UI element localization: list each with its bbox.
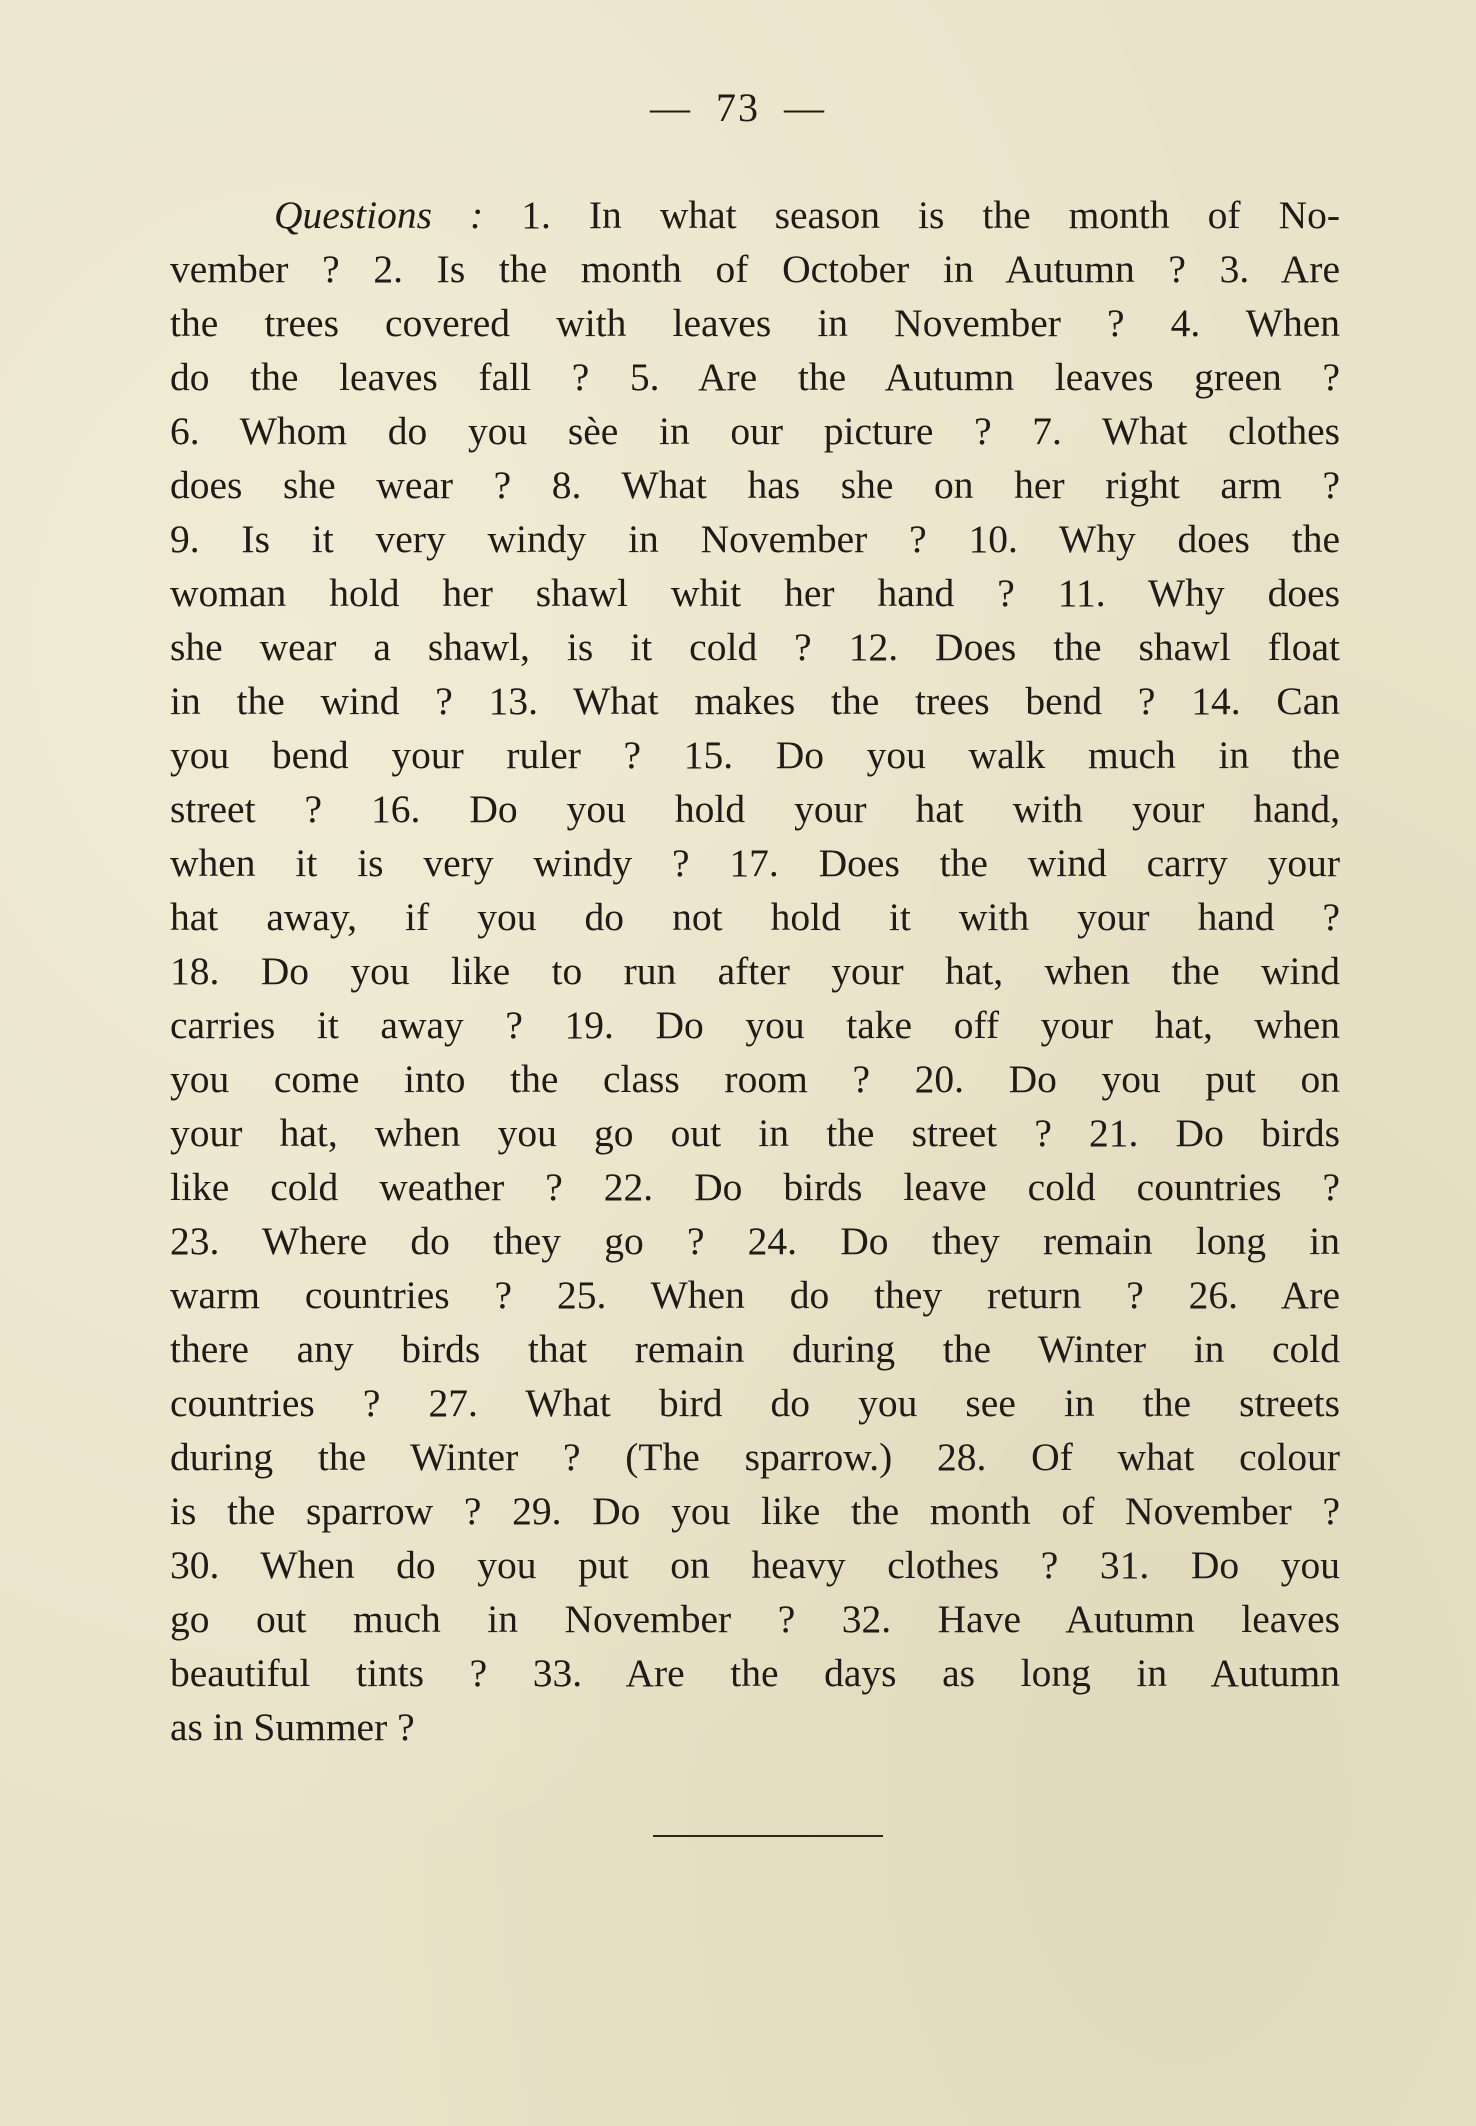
text-line: 6. Whom do you sèe in our picture ? 7. What clothes	[170, 409, 1340, 453]
text-line: 30. When do you put on heavy clothes ? 31. Do you	[170, 1543, 1340, 1587]
text-line: countries ? 27. What bird do you see in the streets	[170, 1381, 1340, 1425]
text-line: in the wind ? 13. What makes the trees bend ? 14. Can	[170, 679, 1340, 723]
text-line: hat away, if you do not hold it with your hand ?	[170, 895, 1340, 939]
text-line: as in Summer ?	[170, 1705, 415, 1749]
page-number	[0, 84, 1476, 131]
text-line: carries it away ? 19. Do you take off your hat, when	[170, 1003, 1340, 1047]
text-line: vember ? 2. Is the month of October in Autumn ? 3. Are	[170, 247, 1340, 291]
text-line: you bend your ruler ? 15. Do you walk much in the	[170, 733, 1340, 777]
page-number-dash-right: —	[784, 85, 826, 130]
text-line: do the leaves fall ? 5. Are the Autumn leaves green ?	[170, 355, 1340, 399]
text-line: woman hold her shawl whit her hand ? 11. Why does	[170, 571, 1340, 615]
text-line: when it is very windy ? 17. Does the wind carry your	[170, 841, 1340, 885]
text-line: go out much in November ? 32. Have Autumn leaves	[170, 1597, 1340, 1641]
text-line: is the sparrow ? 29. Do you like the month of November ?	[170, 1489, 1340, 1533]
text-line: during the Winter ? (The sparrow.) 28. Of what colour	[170, 1435, 1340, 1479]
text-line: 18. Do you like to run after your hat, when the wind	[170, 949, 1340, 993]
text-line: 23. Where do they go ? 24. Do they remain long in	[170, 1219, 1340, 1263]
text-line: warm countries ? 25. When do they return ? 26. Are	[170, 1273, 1340, 1317]
text-line: she wear a shawl, is it cold ? 12. Does the shawl float	[170, 625, 1340, 669]
text-line: does she wear ? 8. What has she on her right arm ?	[170, 463, 1340, 507]
end-rule-divider	[653, 1835, 883, 1837]
text-line: there any birds that remain during the Winter in cold	[170, 1327, 1340, 1371]
questions-label: Questions :	[274, 193, 484, 237]
text-line: beautiful tints ? 33. Are the days as long in Autumn	[170, 1651, 1340, 1695]
text-line	[170, 188, 1340, 242]
page-number-dash-left: —	[650, 85, 692, 130]
text-line: 9. Is it very windy in November ? 10. Why does the	[170, 517, 1340, 561]
questions-paragraph	[170, 188, 1340, 1754]
text-line: you come into the class room ? 20. Do you put on	[170, 1057, 1340, 1101]
text-line: your hat, when you go out in the street ? 21. Do birds	[170, 1111, 1340, 1155]
text-line: the trees covered with leaves in November ? 4. When	[170, 301, 1340, 345]
text-line: like cold weather ? 22. Do birds leave cold countries ?	[170, 1165, 1340, 1209]
text-line: street ? 16. Do you hold your hat with your hand,	[170, 787, 1340, 831]
page-number-value: 73	[716, 85, 760, 130]
text-line-content: 1. In what season is the month of No-	[521, 193, 1340, 237]
